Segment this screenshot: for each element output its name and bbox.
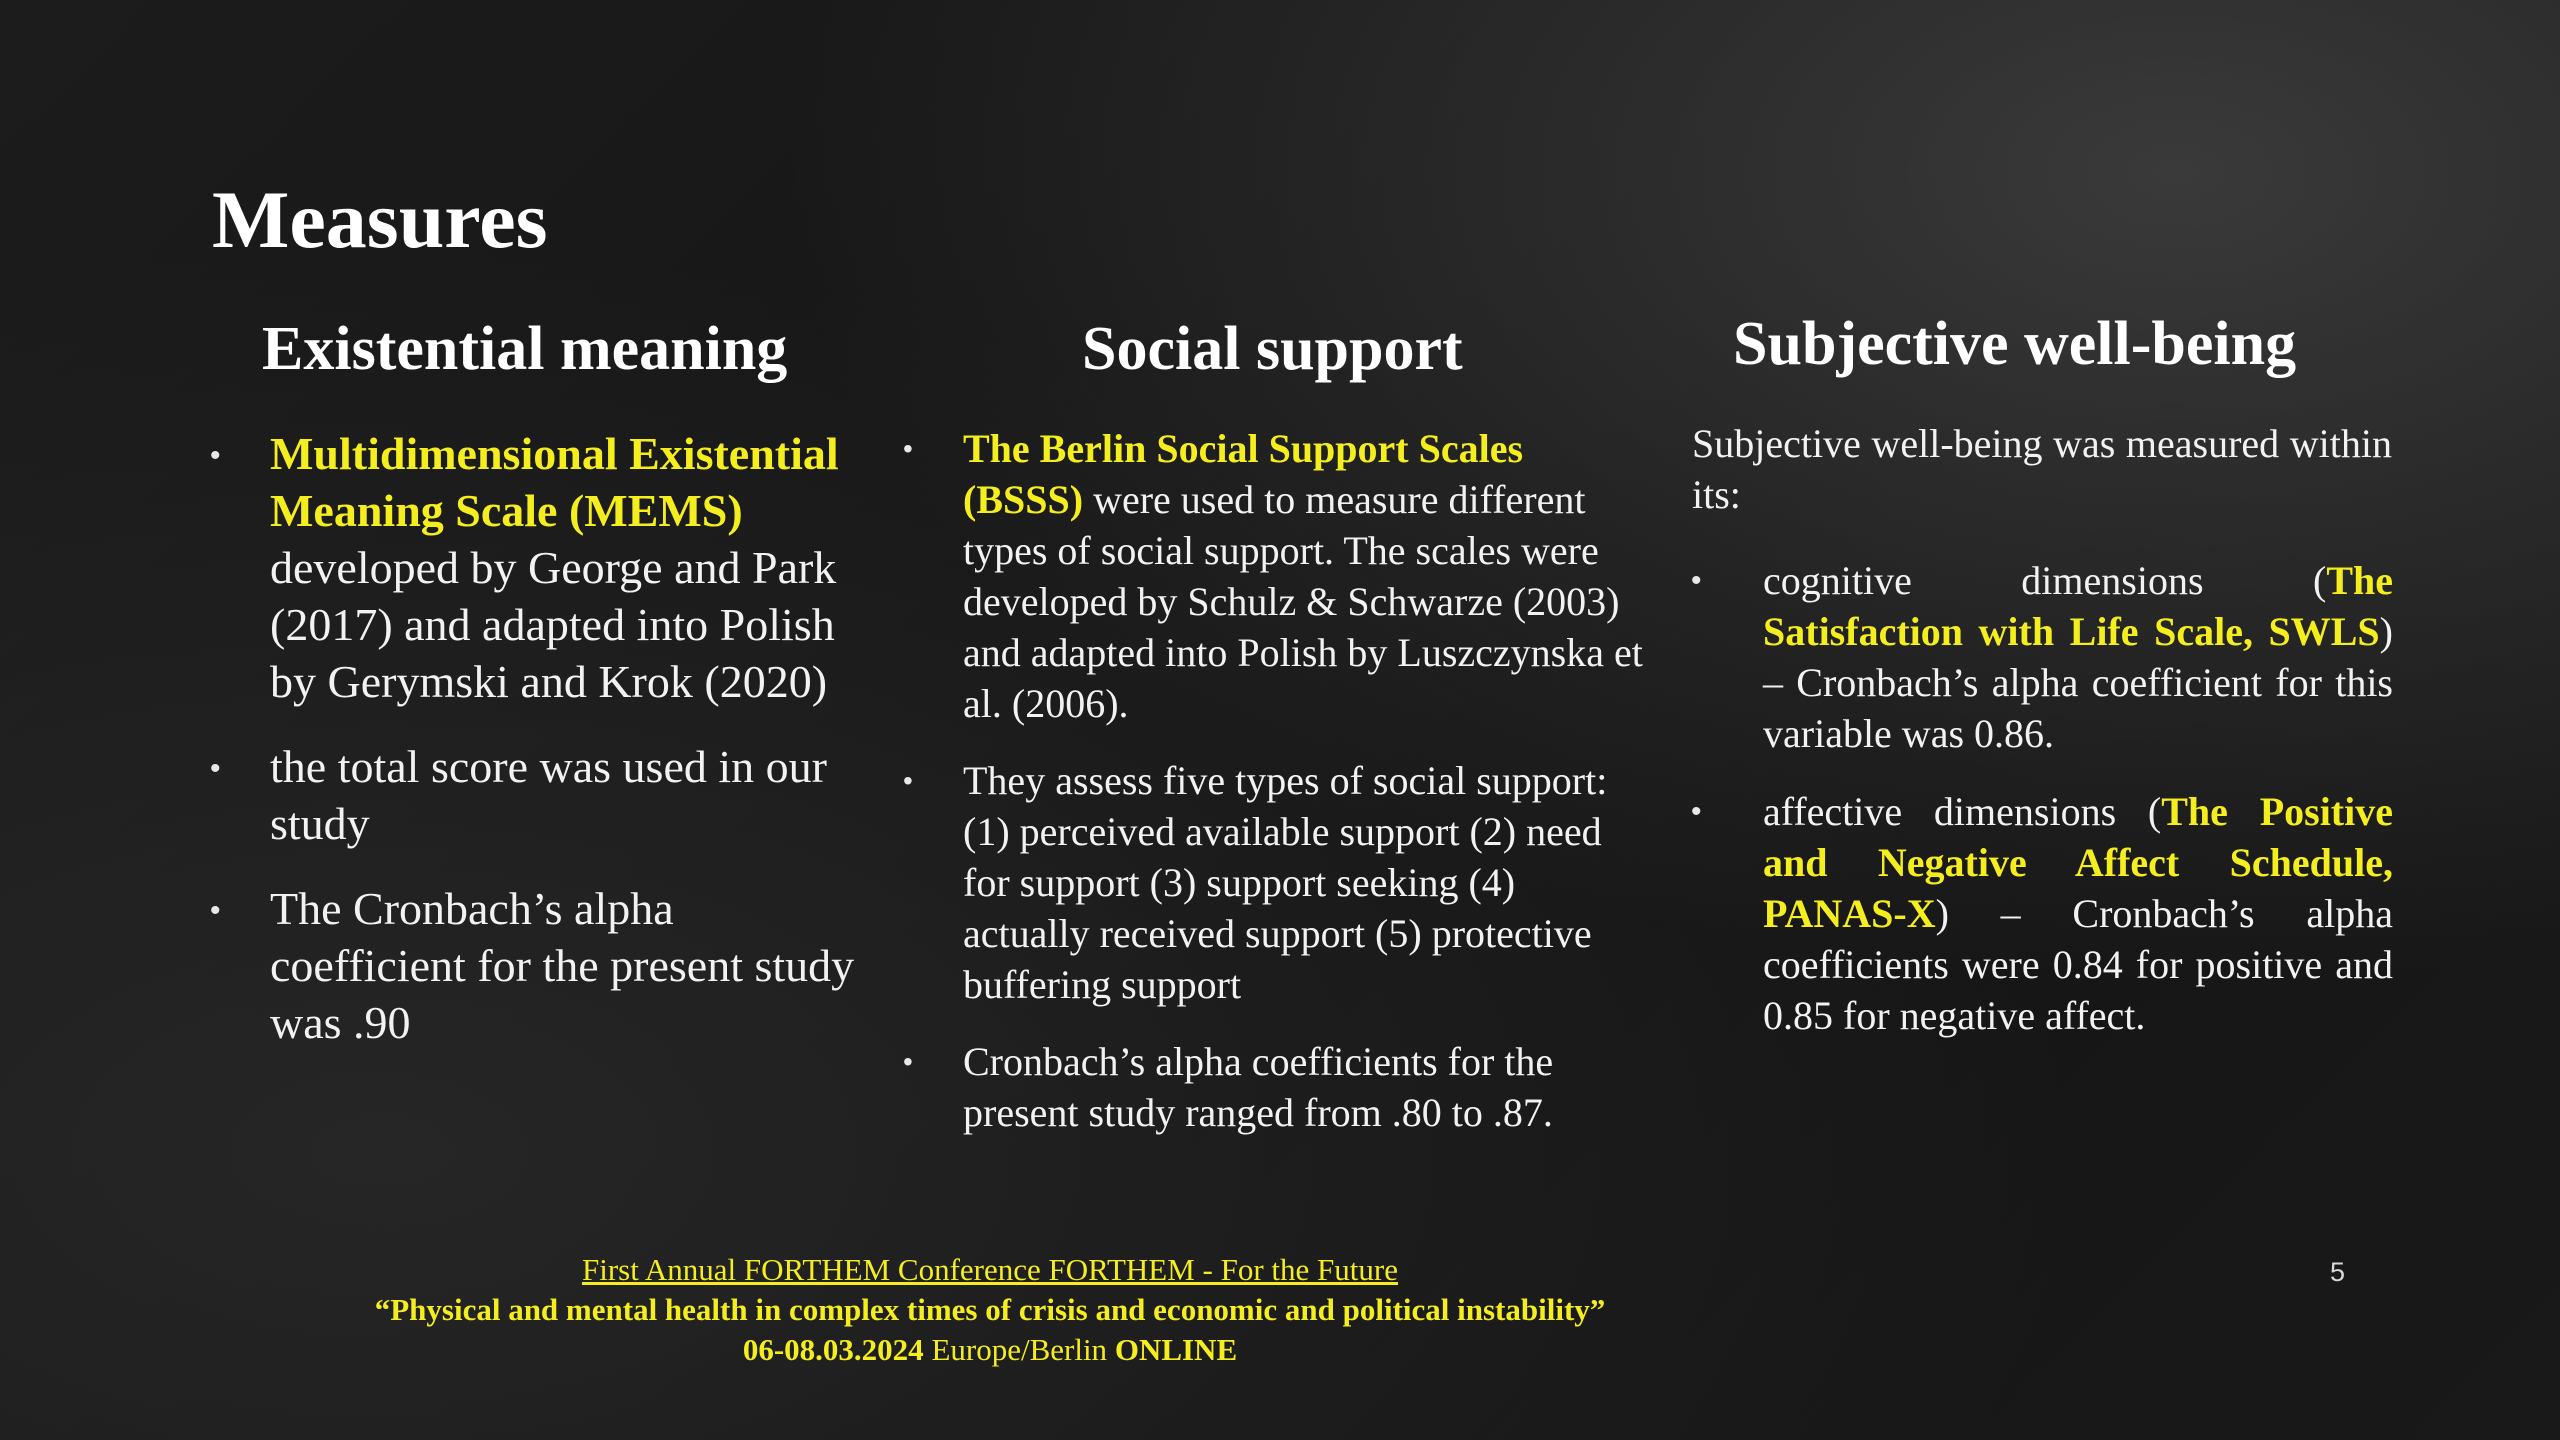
list-item <box>963 1036 1643 1138</box>
list-item <box>270 425 870 710</box>
conference-theme: “Physical and mental health in complex times of crisis and economic and political instability” <box>374 1292 1606 1327</box>
list-item <box>963 755 1643 1010</box>
heading-subjective-well-being: Subjective well-being <box>1733 310 2297 378</box>
timezone: Europe/Berlin <box>931 1332 1108 1367</box>
scale-name-panas: The Positive and Negative Affect Schedule, PANAS-X <box>1763 789 2393 936</box>
conference-dates <box>230 1330 1750 1370</box>
dates: 06-08.03.2024 <box>742 1332 924 1367</box>
subjective-well-being-intro: Subjective well-being was measured within its: <box>1692 421 2392 517</box>
bullet-text: They assess five types of social support: (1) perceived available support (2) need for support (3) support seeking (4) actually received support (5) protective buffering support <box>963 758 1608 1007</box>
list-item <box>270 880 870 1051</box>
subjective-well-being-list <box>1763 555 2393 1068</box>
scale-name-mems: Multidimensional Existential Meaning Scale (MEMS) <box>270 428 839 536</box>
bullet-text-before: cognitive dimensions ( <box>1763 558 2327 603</box>
social-support-list <box>963 423 1643 1164</box>
scale-name-bsss: The Berlin Social Support Scales (BSSS) <box>963 426 1524 522</box>
conference-link[interactable]: First Annual FORTHEM Conference FORTHEM - For the Future <box>582 1252 1398 1287</box>
list-item <box>1763 555 2393 759</box>
slide-footer <box>230 1250 1750 1370</box>
bullet-text-after: ) – Cronbach’s alpha coefficients were 0.84 for positive and 0.85 for negative affect. <box>1763 891 2393 1038</box>
page-number: 5 <box>2330 1257 2346 1287</box>
scale-name-swls: The Satisfaction with Life Scale, SWLS <box>1763 558 2393 654</box>
heading-existential-meaning: Existential meaning <box>262 315 788 383</box>
slide-title: Measures <box>212 174 548 265</box>
list-item <box>270 738 870 852</box>
bullet-text-after: ) – Cronbach’s alpha coefficient for this variable was 0.86. <box>1763 609 2393 756</box>
list-item <box>1763 786 2393 1041</box>
heading-social-support: Social support <box>1082 315 1463 383</box>
bullet-text: were used to measure different types of social support. The scales were developed by Schulz & Schwarze (2003) and adapted into Polish by Luszczynska et al. (2006). <box>963 477 1643 726</box>
mode: ONLINE <box>1114 1332 1238 1367</box>
bullet-text: Cronbach’s alpha coefficients for the present study ranged from .80 to .87. <box>963 1039 1554 1135</box>
bullet-text: developed by George and Park (2017) and adapted into Polish by Gerymski and Krok (2020) <box>270 542 837 707</box>
bullet-text-before: affective dimensions ( <box>1763 789 2162 834</box>
bullet-text: the total score was used in our study <box>270 741 827 849</box>
existential-meaning-list <box>270 425 870 1079</box>
list-item <box>963 423 1643 729</box>
bullet-text: The Cronbach’s alpha coefficient for the present study was .90 <box>270 883 855 1048</box>
